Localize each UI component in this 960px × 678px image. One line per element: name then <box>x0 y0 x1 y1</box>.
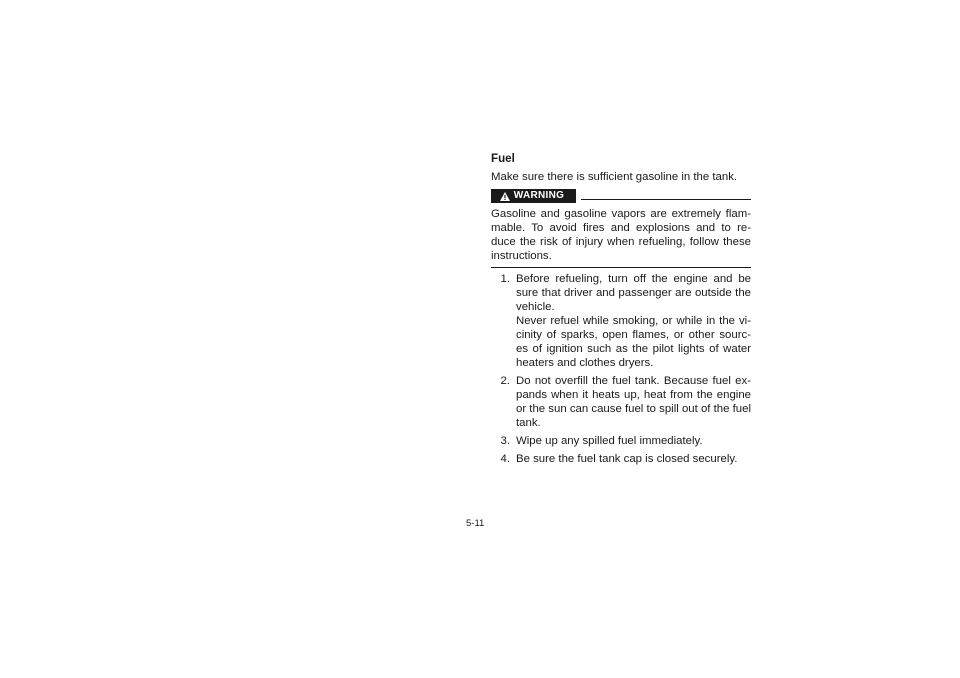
warning-rule <box>581 199 751 200</box>
instruction-list <box>491 272 751 466</box>
page-number: 5-11 <box>466 518 485 529</box>
list-item-number: 1. <box>500 273 510 285</box>
list-item-number: 4. <box>500 453 510 465</box>
list-item-number: 2. <box>500 375 510 387</box>
list-item-number: 3. <box>500 435 510 447</box>
list-item-body <box>516 452 751 466</box>
list-item-text: Be sure the fuel tank cap is closed securely. <box>516 453 738 465</box>
list-item <box>491 272 751 370</box>
list-item-text: Before refueling, turn off the engine and be sure that driver and passenger are outside the vehicle. <box>516 273 751 313</box>
warning-triangle-icon <box>500 192 510 201</box>
section-heading: Fuel <box>491 152 515 165</box>
list-item-body <box>516 374 751 430</box>
list-item-body <box>516 434 751 448</box>
list-item-subtext: Never refuel while smoking, or while in the vi-cinity of sparks, open flames, or other sourc-es of ignition such as the pilot lights of water heaters and clothes dryers. <box>516 315 751 369</box>
warning-text: Gasoline and gasoline vapors are extremely flam-mable. To avoid fires and explosions and to re-duce the risk of injury when refueling, follow these instructions. <box>491 207 751 268</box>
list-item-body <box>516 272 751 370</box>
section-intro: Make sure there is sufficient gasoline in the tank. <box>491 171 738 183</box>
list-item-text: Wipe up any spilled fuel immediately. <box>516 435 703 447</box>
warning-label: WARNING <box>513 190 565 201</box>
list-item <box>491 434 751 448</box>
list-item-text: Do not overfill the fuel tank. Because fuel ex-pands when it heats up, heat from the engine or the sun can cause fuel to spill out of the fuel tank. <box>516 375 751 429</box>
list-item <box>491 374 751 430</box>
warning-header <box>491 189 751 203</box>
list-item <box>491 452 751 466</box>
fuel-section <box>491 152 751 470</box>
warning-badge <box>491 189 576 203</box>
